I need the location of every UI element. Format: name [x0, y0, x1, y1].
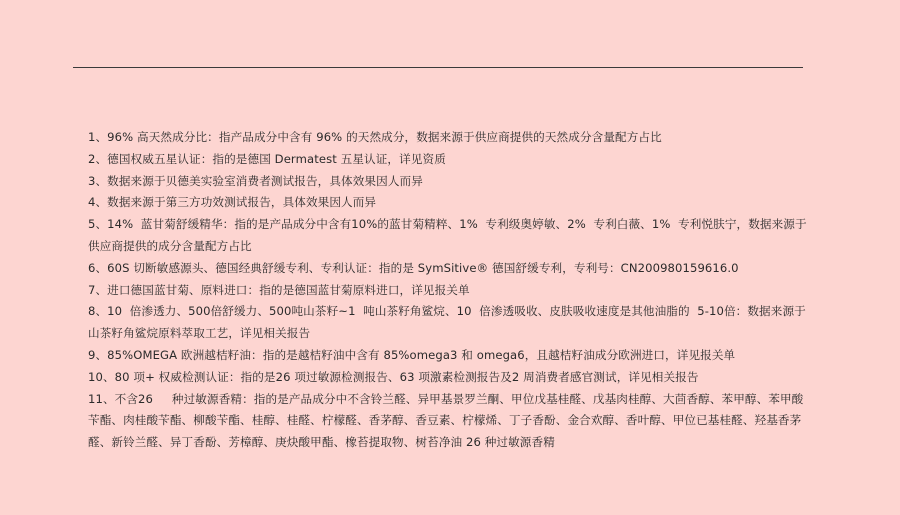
footnote-item: 11、不含26 种过敏源香精：指的是产品成分中不含铃兰醛、异甲基景罗兰酮、甲位戊基桂醛、戊基肉桂醇、大茴香醇、苯甲醇、苯甲酸苄酯、肉桂酸苄酯、柳酸苄酯、桂醇、桂醛、柠檬醛、香茅醇、香豆素、柠檬烯、丁子香酚、金合欢醇、香叶醇、甲位已基桂醛、羟基香茅醛、新铃兰醛、异丁香酚、芳樟醇、庚炔酸甲酯、橡苔提取物、树苔净油 26 种过敏源香精 — [88, 391, 804, 450]
footnote-item: 5、14% 蓝甘菊舒缓精华：指的是产品成分中含有10%的蓝甘菊精粹、1% 专利级奥婷敏、2% 专利白薇、1% 专利悦肤宁，数据来源于供应商提供的成分含量配方占比 — [88, 217, 807, 253]
footnote-item: 3、数据来源于贝德美实验室消费者测试报告，具体效果因人而异 — [88, 173, 423, 188]
footnote-item: 4、数据来源于第三方功效测试报告，具体效果因人而异 — [88, 195, 377, 210]
divider-line — [73, 67, 803, 68]
footnote-item: 1、96% 高天然成分比：指产品成分中含有 96% 的天然成分，数据来源于供应商提供的天然成分含量配方占比 — [88, 130, 662, 144]
footnote-item: 7、进口德国蓝甘菊、原料进口：指的是德国蓝甘菊原料进口，详见报关单 — [88, 282, 470, 297]
footnote-item: 9、85%OMEGA 欧洲越桔籽油：指的是越桔籽油中含有 85%omega3 和 omega6，且越桔籽油成分欧洲进口，详见报关单 — [88, 347, 736, 362]
footnote-item: 8、10 倍渗透力、500倍舒缓力、500吨山茶籽~1 吨山茶籽角鲨烷、10 倍渗透吸收、皮肤吸收速度是其他油脂的 5-10倍：数据来源于山茶籽角鲨烷原料萃取工艺，详见相关报告 — [88, 304, 806, 341]
footnote-item: 10、80 项+ 权威检测认证：指的是26 项过敏源检测报告、63 项激素检测报告及2 周消费者感官测试，详见相关报告 — [88, 369, 699, 384]
footnote-item: 2、德国权威五星认证：指的是德国 Dermatest 五星认证，详见资质 — [88, 151, 446, 166]
footnote-list — [88, 127, 808, 454]
footnote-item: 6、60S 切断敏感源头、德国经典舒缓专利、专利认证：指的是 SymSitive® 德国舒缓专利，专利号：CN200980159616.0 — [88, 260, 739, 275]
